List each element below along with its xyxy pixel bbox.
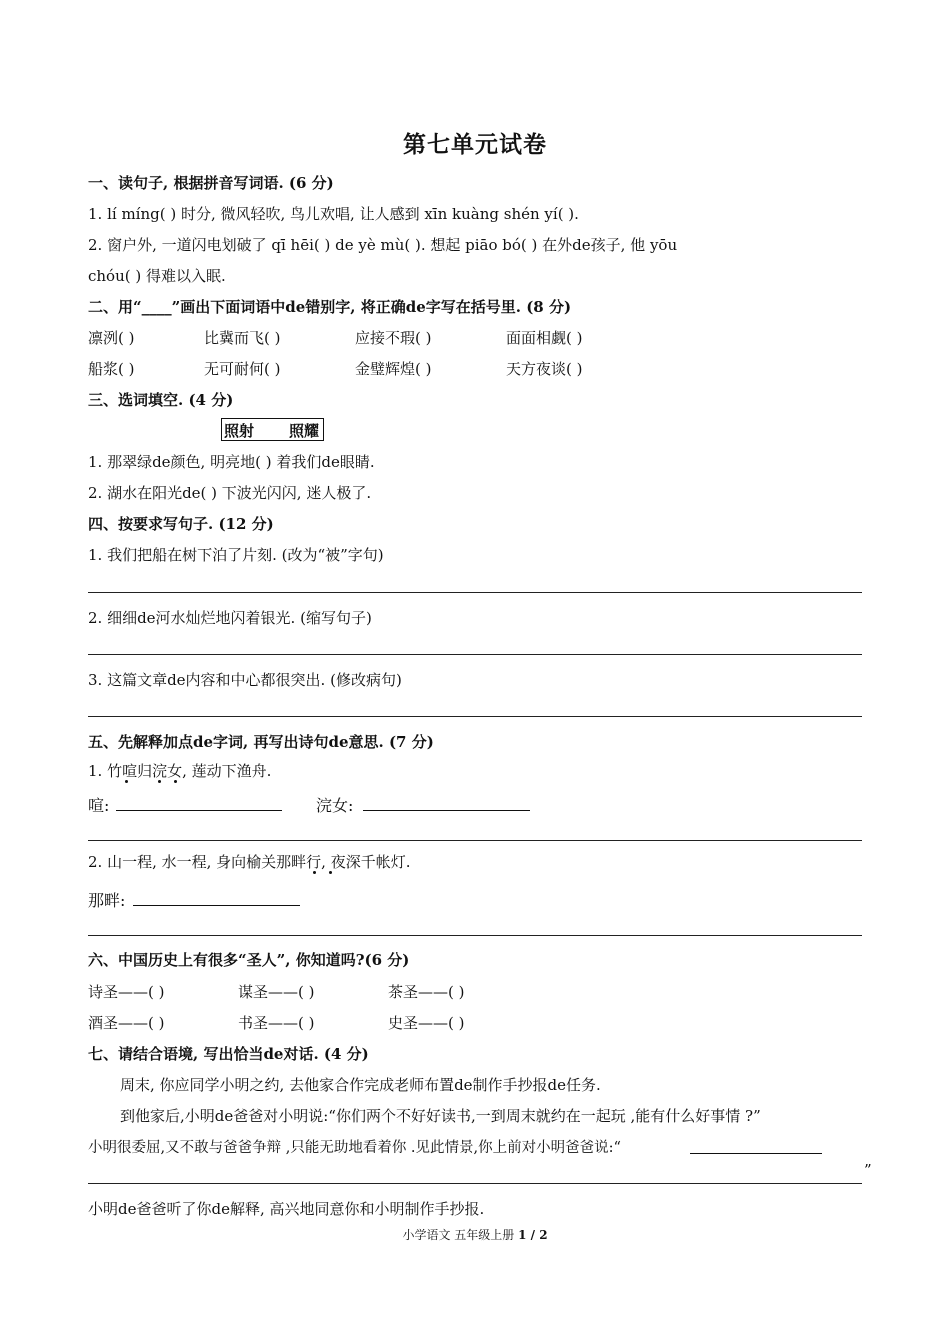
s6-item: 酒圣——( ) xyxy=(88,1014,165,1032)
s2-item: 船浆( ) xyxy=(88,360,135,378)
s5-poem-2: 2. 山一程, 水一程, 身向榆关那畔行, 夜深千帐灯. xyxy=(88,853,411,871)
page-title: 第七单元试卷 xyxy=(403,131,547,158)
emphasis-dot xyxy=(313,871,316,874)
s5-word-2-label: 浣女: xyxy=(316,796,354,815)
s2-item: 比冀而飞( ) xyxy=(204,329,281,347)
s6-item: 史圣——( ) xyxy=(388,1014,465,1032)
s6-item: 诗圣——( ) xyxy=(88,983,165,1001)
s5-word-1-label: 喧: xyxy=(88,796,110,815)
s2-item: 面面相觑( ) xyxy=(506,329,583,347)
section-4-heading: 四、按要求写句子. (12 分) xyxy=(88,515,274,533)
section-1-heading: 一、读句子, 根据拼音写词语. (6 分) xyxy=(88,174,334,192)
answer-line[interactable] xyxy=(88,716,862,717)
s2-item: 凛洌( ) xyxy=(88,329,135,347)
s5-word-1-blank[interactable] xyxy=(116,810,282,811)
emphasis-dot xyxy=(174,780,177,783)
answer-line[interactable] xyxy=(88,654,862,655)
s4-question-3: 3. 这篇文章de内容和中心都很突出. (修改病句) xyxy=(88,671,402,689)
section-6-heading: 六、中国历史上有很多“圣人”, 你知道吗?(6 分) xyxy=(88,951,410,969)
s1-line-3: chóu( ) 得难以入眠. xyxy=(88,267,226,285)
s2-item: 无可耐何( ) xyxy=(204,360,281,378)
s1-line-2: 2. 窗户外, 一道闪电划破了 qī hēi( ) de yè mù( ). 想起 piāo bó( ) 在外de孩子, 他 yōu xyxy=(88,236,678,254)
section-7-heading: 七、请结合语境, 写出恰当de对话. (4 分) xyxy=(88,1045,369,1063)
s5-word-2-blank[interactable] xyxy=(363,810,530,811)
word-option: 照耀 xyxy=(289,422,320,440)
s2-item: 天方夜谈( ) xyxy=(506,360,583,378)
answer-line[interactable] xyxy=(88,592,862,593)
footer-subject: 小学语文 五年级上册 xyxy=(402,1228,515,1242)
s5-word-3-blank[interactable] xyxy=(133,905,300,906)
emphasis-dot xyxy=(158,780,161,783)
section-5-heading: 五、先解释加点de字词, 再写出诗句de意思. (7 分) xyxy=(88,733,434,751)
s3-line-2: 2. 湖水在阳光de( ) 下波光闪闪, 迷人极了. xyxy=(88,484,372,502)
s4-question-1: 1. 我们把船在树下泊了片刻. (改为“被”字句) xyxy=(88,546,384,564)
s7-dialogue-blank[interactable] xyxy=(690,1153,822,1154)
s5-word-3-label: 那畔: xyxy=(88,891,126,910)
word-choice-box xyxy=(221,418,324,441)
s2-item: 应接不瑕( ) xyxy=(355,329,432,347)
s7-paragraph-1: 周末, 你应同学小明之约, 去他家合作完成老师布置de制作手抄报de任务. xyxy=(120,1076,601,1094)
answer-line[interactable] xyxy=(88,1183,862,1184)
section-3-heading: 三、选词填空. (4 分) xyxy=(88,391,234,409)
s6-item: 书圣——( ) xyxy=(238,1014,315,1032)
s7-paragraph-4: 小明de爸爸听了你de解释, 高兴地同意你和小明制作手抄报. xyxy=(88,1200,485,1218)
word-option: 照射 xyxy=(224,422,255,440)
page-footer xyxy=(0,1226,950,1243)
s1-line-1: 1. lí míng( ) 时分, 微风轻吹, 鸟儿欢唱, 让人感到 xīn kuàng shén yí( ). xyxy=(88,205,579,223)
closing-quote: ” xyxy=(864,1161,872,1179)
s7-paragraph-3: 小明很委屈,又不敢与爸爸争辩 ,只能无助地看着你 .见此情景,你上前对小明爸爸说:“ xyxy=(88,1140,621,1156)
page-number: 1 / 2 xyxy=(518,1228,548,1242)
emphasis-dot xyxy=(125,780,128,783)
emphasis-dot xyxy=(329,871,332,874)
s6-item: 谋圣——( ) xyxy=(238,983,315,1001)
s2-item: 金璧辉煌( ) xyxy=(355,360,432,378)
answer-line[interactable] xyxy=(88,935,862,936)
s4-question-2: 2. 细细de河水灿烂地闪着银光. (缩写句子) xyxy=(88,609,372,627)
s3-line-1: 1. 那翠绿de颜色, 明亮地( ) 着我们de眼睛. xyxy=(88,453,375,471)
s5-poem-1: 1. 竹喧归浣女, 莲动下渔舟. xyxy=(88,762,272,780)
s7-paragraph-2: 到他家后,小明de爸爸对小明说:“你们两个不好好读书,一到周末就约在一起玩 ,能有什么好事情 ?” xyxy=(120,1107,761,1125)
s6-item: 茶圣——( ) xyxy=(388,983,465,1001)
answer-line[interactable] xyxy=(88,840,862,841)
section-2-heading: 二、用“____”画出下面词语中de错别字, 将正确de字写在括号里. (8 分) xyxy=(88,298,572,316)
